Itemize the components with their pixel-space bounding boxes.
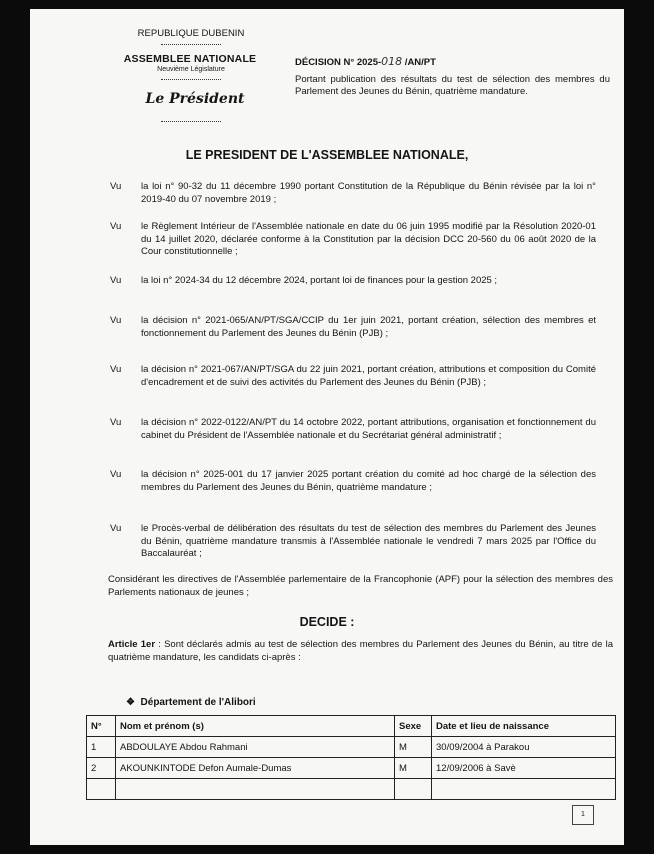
vu-text: la loi n° 2024-34 du 12 décembre 2024, portant loi de finances pour la gestion 2025 ; bbox=[141, 275, 498, 286]
col-birth-header: Date et lieu de naissance bbox=[432, 716, 616, 737]
vu-label: Vu bbox=[110, 469, 122, 480]
vu-text: le Règlement Intérieur de l'Assemblée nationale en date du 06 juin 1995 modifié par la Résolution 2020-01 du 14 juillet 2020, déclarée conforme à la Constitution par la décision DCC 20-560 du 06 août 2020 de la Cour constitutionnelle ; bbox=[141, 221, 596, 257]
table-header-row bbox=[87, 716, 616, 737]
vu-text: le Procès-verbal de délibération des résultats du test de sélection des membres du Parlement des Jeunes du Bénin, quatrième mandature transmis à l'Assemblée nationale le vendredi 7 mars 2025 par l'Office du Baccalauréat ; bbox=[141, 523, 596, 559]
vu-label: Vu bbox=[110, 221, 122, 232]
header-divider bbox=[161, 44, 221, 45]
article-1 bbox=[108, 639, 613, 664]
vu-label: Vu bbox=[110, 364, 122, 375]
article-1-text: : Sont déclarés admis au test de sélection des membres du Parlement des Jeunes du Bénin, au titre de la quatrième mandature, les candidats ci-après : bbox=[108, 639, 613, 663]
decide-heading: DECIDE : bbox=[299, 615, 355, 629]
article-1-label: Article 1er bbox=[108, 639, 156, 650]
decision-title-prefix: DÉCISION N° 2025- bbox=[295, 57, 382, 68]
candidates-table bbox=[86, 715, 616, 800]
cell-name: ABDOULAYE Abdou Rahmani bbox=[116, 737, 395, 758]
vu-label: Vu bbox=[110, 417, 122, 428]
vu-label: Vu bbox=[110, 523, 122, 534]
vu-text: la loi n° 90-32 du 11 décembre 1990 portant Constitution de la République du Bénin révisée par la loi n° 2019-40 du 07 novembre 2019 ; bbox=[141, 181, 596, 205]
col-sex-header: Sexe bbox=[395, 716, 432, 737]
signature-divider bbox=[161, 121, 221, 122]
cell-sex: M bbox=[395, 737, 432, 758]
vu-label: Vu bbox=[110, 315, 122, 326]
diamond-bullet-icon: ❖ bbox=[126, 697, 135, 708]
cell-sex: M bbox=[395, 758, 432, 779]
considering-clause: Considérant les directives de l'Assemblée parlementaire de la Francophonie (APF) pour la sélection des membres des Parlements nationaux de jeunes ; bbox=[108, 574, 613, 598]
document-page bbox=[30, 9, 624, 845]
vu-text: la décision n° 2021-067/AN/PT/SGA du 22 juin 2021, portant création, attributions et composition du Comité d'encadrement et de suivi des activités du Parlement des Jeunes du Bénin (PJB) ; bbox=[141, 364, 596, 388]
decision-number: 018 bbox=[381, 55, 403, 68]
legislature-label: Neuvième Législature bbox=[157, 66, 225, 73]
vu-text: la décision n° 2022-0122/AN/PT du 14 octobre 2022, portant attributions, organisation et fonctionnement du cabinet du Président de l'Assemblée nationale et du Secrétariat général administratif ; bbox=[141, 417, 596, 441]
decision-subject: Portant publication des résultats du test de sélection des membres du Parlement des Jeunes du Bénin, quatrième mandature. bbox=[295, 74, 610, 97]
cell-birth: 30/09/2004 à Parakou bbox=[432, 737, 616, 758]
vu-text: la décision n° 2021-065/AN/PT/SGA/CCIP du 1er juin 2021, portant création, sélection des membres et fonctionnement du Parlement des Jeunes du Bénin (PJB) ; bbox=[141, 315, 596, 339]
vu-text: la décision n° 2025-001 du 17 janvier 2025 portant création du comité ad hoc chargé de la sélection des membres du Parlement des Jeunes du Bénin, quatrième mandature ; bbox=[141, 469, 596, 493]
assembly-label: ASSEMBLEE NATIONALE bbox=[123, 53, 257, 65]
president-signature: Le Président bbox=[145, 91, 245, 107]
republic-label: REPUBLIQUE DUBENIN bbox=[137, 28, 245, 39]
department-heading bbox=[126, 697, 256, 708]
table-row bbox=[87, 758, 616, 779]
cell-birth: 12/09/2006 à Savè bbox=[432, 758, 616, 779]
col-number-header: N° bbox=[87, 716, 116, 737]
cell-name: AKOUNKINTODE Defon Aumale-Dumas bbox=[116, 758, 395, 779]
table-row-empty bbox=[87, 779, 616, 800]
col-name-header: Nom et prénom (s) bbox=[116, 716, 395, 737]
president-heading: LE PRESIDENT DE L'ASSEMBLEE NATIONALE, bbox=[185, 148, 469, 162]
cell-number: 1 bbox=[87, 737, 116, 758]
department-name: Département de l'Alibori bbox=[140, 697, 256, 708]
cell-number: 2 bbox=[87, 758, 116, 779]
page-number: 1 bbox=[572, 805, 594, 825]
decision-title bbox=[295, 55, 436, 68]
table-row bbox=[87, 737, 616, 758]
vu-label: Vu bbox=[110, 181, 122, 192]
header-divider bbox=[161, 79, 221, 80]
decision-title-suffix: /AN/PT bbox=[402, 57, 436, 68]
vu-label: Vu bbox=[110, 275, 122, 286]
